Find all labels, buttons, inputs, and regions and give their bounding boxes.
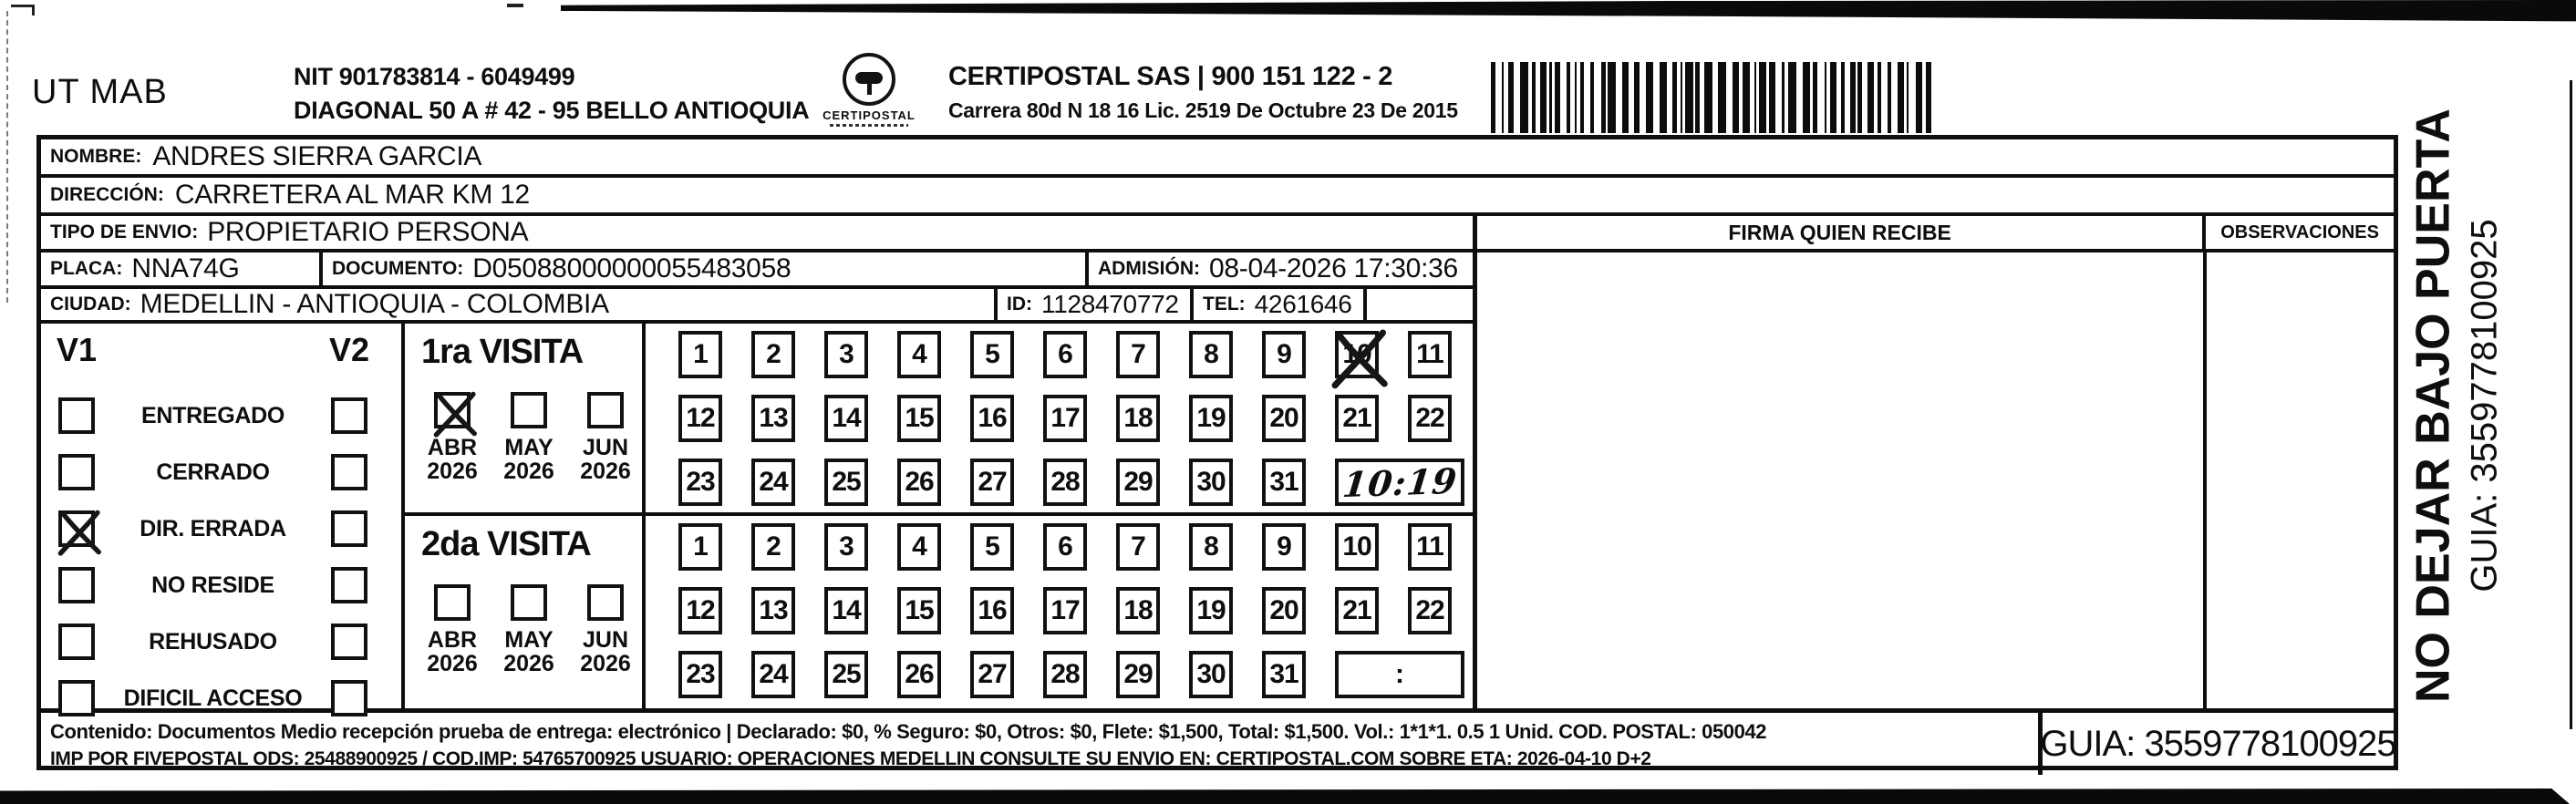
admision-label: ADMISIÓN: — [1098, 258, 1200, 279]
barcode-bar — [1769, 62, 1775, 133]
day-row — [678, 523, 1473, 571]
status-label-rehusado: REHUSADO — [149, 628, 277, 655]
day-box-8[interactable]: 8 — [1189, 523, 1233, 571]
barcode-bar — [1907, 62, 1909, 133]
day-box-19[interactable]: 19 — [1189, 395, 1233, 442]
day-box-15[interactable]: 15 — [897, 587, 941, 634]
day-box-11[interactable]: 11 — [1408, 523, 1452, 571]
barcode-bar — [1555, 62, 1560, 133]
side-note — [2405, 87, 2556, 725]
day-box-25[interactable]: 25 — [824, 459, 868, 506]
barcode-bar — [1575, 62, 1577, 133]
day-box-10[interactable]: 10 — [1335, 523, 1379, 571]
sender-nit: NIT 901783814 - 6049499 — [294, 63, 575, 90]
status-panel — [41, 324, 401, 711]
barcode-bar — [1502, 62, 1504, 133]
certipostal-logo-text: CERTIPOSTAL — [822, 108, 916, 122]
day-box-26[interactable]: 26 — [897, 459, 941, 506]
placa-label: PLACA: — [50, 258, 123, 279]
month-year: 2026 — [580, 459, 631, 484]
barcode-bar — [1567, 62, 1570, 133]
scan-artifact-right-edge — [2570, 80, 2572, 729]
day-box-23[interactable]: 23 — [678, 459, 722, 506]
barcode-bar — [1743, 62, 1750, 133]
waybill-form — [36, 135, 2398, 770]
form-body — [41, 216, 2394, 711]
barcode-bar — [1878, 62, 1881, 133]
barcode-bar — [1788, 62, 1796, 133]
visit-time-box[interactable] — [1335, 459, 1464, 506]
v1-checkbox-cerrado[interactable] — [58, 454, 95, 490]
day-box-22[interactable]: 22 — [1408, 587, 1452, 634]
day-box-1[interactable]: 1 — [678, 331, 722, 378]
day-box-12[interactable]: 12 — [678, 587, 722, 634]
month-year: 2026 — [427, 459, 478, 484]
day-box-16[interactable]: 16 — [970, 395, 1014, 442]
tipo-envio-value: PROPIETARIO PERSONA — [207, 217, 529, 247]
month-checkbox-may-2026[interactable] — [511, 392, 547, 428]
documento-label: DOCUMENTO: — [332, 258, 464, 279]
day-box-7[interactable]: 7 — [1116, 331, 1160, 378]
scan-artifact-bottom — [0, 789, 2570, 804]
day-box-15[interactable]: 15 — [897, 395, 941, 442]
status-cell — [56, 387, 98, 444]
day-box-3[interactable]: 3 — [824, 331, 868, 378]
barcode-bar — [1825, 62, 1826, 133]
status-cell — [328, 444, 370, 500]
day-box-30[interactable]: 30 — [1189, 651, 1233, 698]
barcode-bar — [1916, 62, 1922, 133]
direccion-label: DIRECCIÓN: — [50, 184, 164, 205]
v1-checkbox-entregado[interactable] — [58, 397, 95, 434]
v2-checkbox-cerrado[interactable] — [331, 454, 367, 490]
footer-text — [41, 713, 2038, 775]
company-name: CERTIPOSTAL SAS | 900 151 122 - 2 — [948, 62, 1393, 91]
barcode-bar — [1540, 62, 1547, 133]
second-visit-title: 2da VISITA — [421, 525, 591, 563]
barcode-bar — [1508, 62, 1514, 133]
signature-header-row — [1477, 216, 2394, 253]
status-cell — [328, 387, 370, 444]
day-box-24[interactable]: 24 — [751, 459, 795, 506]
day-box-1[interactable]: 1 — [678, 523, 722, 571]
barcode-bar — [1704, 62, 1712, 133]
barcode-bar — [1813, 62, 1817, 133]
first-visit-months — [421, 392, 642, 483]
month-label: ABR — [427, 435, 478, 460]
sender-nit-block — [294, 60, 809, 128]
side-note-rotated — [2405, 87, 2556, 725]
day-box-21[interactable]: 21 — [1335, 587, 1379, 634]
status-cell — [328, 557, 370, 613]
form-left-column — [41, 216, 1473, 711]
barcode-bar — [1850, 62, 1856, 133]
day-box-19[interactable]: 19 — [1189, 587, 1233, 634]
barcode-bar — [1590, 62, 1594, 133]
handwritten-x-mark — [56, 508, 105, 557]
v1-checkbox-rehusado[interactable] — [58, 624, 95, 660]
barcode-bar — [1759, 62, 1766, 133]
certipostal-logo-icon — [843, 53, 895, 106]
day-box-30[interactable]: 30 — [1189, 459, 1233, 506]
second-visit-months — [421, 584, 642, 675]
visit-time-value: : — [1395, 659, 1404, 689]
v1-checkbox-dir-errada[interactable] — [58, 510, 95, 547]
first-visit-section — [405, 324, 1473, 516]
handwritten-x-mark — [1329, 326, 1392, 390]
firma-header: FIRMA QUIEN RECIBE — [1728, 220, 1951, 244]
day-grid — [642, 324, 1473, 512]
side-guia-number: GUIA: 3559778100925 — [2464, 219, 2504, 593]
ciudad-label: CIUDAD: — [50, 294, 131, 314]
barcode-bar — [1888, 62, 1891, 133]
day-row — [678, 459, 1473, 506]
day-row — [678, 331, 1473, 378]
handwritten-x-mark — [431, 389, 481, 438]
day-box-11[interactable]: 11 — [1408, 331, 1452, 378]
observaciones-divider — [2203, 253, 2207, 708]
footer-imp-line: IMP POR FIVEPOSTAL ODS: 25488900925 / COD.IMP: 54765700925 USUARIO: OPERACIONES MEDELLIN CONSULTE SU ENVIO EN: CERTIPOSTAL.COM SOBRE ETA: 2026-04-10 D+2 — [50, 748, 1651, 769]
month-year: 2026 — [427, 651, 478, 676]
barcode-bar — [1491, 62, 1495, 133]
documento-cell — [319, 253, 1085, 285]
day-box-9[interactable]: 9 — [1262, 331, 1306, 378]
status-cell — [56, 500, 98, 557]
month-label: ABR — [427, 627, 478, 653]
v1-checkbox-no-reside[interactable] — [58, 567, 95, 603]
tipo-envio-label: TIPO DE ENVIO: — [50, 222, 199, 242]
guia-number-box: GUIA: 3559778100925 — [2038, 713, 2394, 775]
day-box-5[interactable]: 5 — [970, 523, 1014, 571]
day-box-12[interactable]: 12 — [678, 395, 722, 442]
visits-area — [401, 324, 1473, 708]
id-value: 1128470772 — [1041, 290, 1179, 318]
visit-time-box[interactable] — [1335, 651, 1464, 698]
day-box-14[interactable]: 14 — [824, 395, 868, 442]
status-label-dificil-acceso: DIFICIL ACCESO — [123, 685, 303, 711]
placa-cell — [41, 253, 319, 285]
v2-checkbox-entregado[interactable] — [331, 397, 367, 434]
day-box-31[interactable]: 31 — [1262, 651, 1306, 698]
day-box-16[interactable]: 16 — [970, 587, 1014, 634]
visit-time-value: 10:19 — [1340, 459, 1460, 505]
admision-cell — [1085, 253, 1473, 285]
day-box-29[interactable]: 29 — [1116, 651, 1160, 698]
day-box-4[interactable]: 4 — [897, 331, 941, 378]
status-cell — [56, 444, 98, 500]
footer-contenido-line: Contenido: Documentos Medio recepción prueba de entrega: electrónico | Declarado: $0, % Seguro: $0, Otros: $0, Flete: $1,500, Total: $1,500. Vol.: 1*1*1. 0.5 1 Unid. COD. POSTAL: 050042 — [50, 720, 1767, 743]
certipostal-logo-tagline — [830, 124, 908, 127]
nombre-value: ANDRES SIERRA GARCIA — [152, 141, 482, 171]
status-cell — [56, 613, 98, 670]
month-checkbox-may-2026[interactable] — [511, 584, 547, 621]
v1-header: V1 — [56, 331, 98, 368]
status-list — [56, 331, 390, 727]
barcode-bar — [1685, 62, 1693, 133]
visit-panel — [405, 324, 642, 512]
barcode-bar — [1857, 62, 1862, 133]
month-cell-may — [500, 584, 558, 675]
tel-cell — [1190, 289, 1363, 320]
day-box-8[interactable]: 8 — [1189, 331, 1233, 378]
day-box-13[interactable]: 13 — [751, 587, 795, 634]
month-checkbox-abr-2026[interactable] — [434, 392, 471, 428]
day-box-27[interactable]: 27 — [970, 459, 1014, 506]
day-box-2[interactable]: 2 — [751, 523, 795, 571]
barcode-bar — [1754, 62, 1756, 133]
barcode-bar — [1733, 62, 1739, 133]
day-box-22[interactable]: 22 — [1408, 395, 1452, 442]
day-grid — [642, 516, 1473, 708]
month-cell-jun — [576, 584, 635, 675]
day-box-3[interactable]: 3 — [824, 523, 868, 571]
tel-value: 4261646 — [1254, 290, 1352, 318]
documento-value: D05088000000055483058 — [472, 253, 791, 283]
day-box-28[interactable]: 28 — [1043, 459, 1087, 506]
day-box-7[interactable]: 7 — [1116, 523, 1160, 571]
header — [0, 0, 2576, 135]
tracking-barcode — [1491, 62, 1947, 133]
v2-checkbox-rehusado[interactable] — [331, 624, 367, 660]
day-box-14[interactable]: 14 — [824, 587, 868, 634]
month-cell-abr — [423, 584, 481, 675]
status-label-cerrado: CERRADO — [156, 459, 270, 485]
month-year: 2026 — [503, 651, 554, 676]
spare-cell — [1363, 289, 1473, 320]
sender-address: DIAGONAL 50 A # 42 - 95 BELLO ANTIOQUIA — [294, 97, 810, 124]
admision-value: 08-04-2026 17:30:36 — [1209, 253, 1458, 283]
barcode-bar — [1782, 62, 1785, 133]
day-box-25[interactable]: 25 — [824, 651, 868, 698]
second-visit-section — [405, 516, 1473, 708]
month-year: 2026 — [580, 651, 631, 676]
v1-checkbox-dificil-acceso[interactable] — [58, 680, 95, 716]
visit-panel — [405, 516, 642, 708]
barcode-bar — [1634, 62, 1640, 133]
day-box-17[interactable]: 17 — [1043, 587, 1087, 634]
id-label: ID: — [1007, 294, 1032, 314]
direccion-row — [41, 178, 2394, 216]
barcode-bar — [1660, 62, 1667, 133]
form-footer — [41, 708, 2394, 775]
month-label: MAY — [504, 435, 553, 460]
day-box-9[interactable]: 9 — [1262, 523, 1306, 571]
barcode-bar — [1672, 62, 1677, 133]
day-box-17[interactable]: 17 — [1043, 395, 1087, 442]
barcode-bar — [1803, 62, 1810, 133]
day-box-6[interactable]: 6 — [1043, 331, 1087, 378]
barcode-bar — [1718, 62, 1726, 133]
day-box-26[interactable]: 26 — [897, 651, 941, 698]
day-row — [678, 395, 1473, 442]
ciudad-cell — [41, 289, 994, 320]
barcode-bar — [1926, 62, 1931, 133]
barcode-bar — [1841, 62, 1845, 133]
barcode-bar — [1695, 62, 1700, 133]
day-box-23[interactable]: 23 — [678, 651, 722, 698]
status-label-dir-errada: DIR. ERRADA — [140, 515, 286, 541]
status-label-no-reside: NO RESIDE — [151, 572, 274, 598]
placa-value: NNA74G — [131, 253, 240, 283]
day-box-31[interactable]: 31 — [1262, 459, 1306, 506]
status-cell — [56, 557, 98, 613]
day-row — [678, 651, 1473, 698]
barcode-bar — [1601, 62, 1606, 133]
nombre-row — [41, 139, 2394, 178]
observaciones-header: OBSERVACIONES — [2202, 216, 2394, 249]
v2-checkbox-no-reside[interactable] — [331, 567, 367, 603]
month-cell-jun — [576, 392, 635, 483]
no-dejar-bajo-puerta-text: NO DEJAR BAJO PUERTA — [2406, 108, 2459, 704]
day-box-10[interactable]: 10 — [1335, 331, 1379, 378]
status-label-entregado: ENTREGADO — [140, 402, 285, 428]
day-box-29[interactable]: 29 — [1116, 459, 1160, 506]
month-checkbox-jun-2026[interactable] — [587, 392, 624, 428]
month-year: 2026 — [503, 459, 554, 484]
day-box-5[interactable]: 5 — [970, 331, 1014, 378]
nombre-label: NOMBRE: — [50, 146, 142, 167]
tipo-envio-row — [41, 216, 1473, 253]
barcode-bar — [1549, 62, 1552, 133]
month-label: MAY — [504, 627, 553, 653]
day-row — [678, 587, 1473, 634]
company-block — [948, 60, 1458, 128]
barcode-bar — [1622, 62, 1629, 133]
tel-label: TEL: — [1203, 294, 1246, 314]
signature-area[interactable] — [1477, 253, 2394, 708]
barcode-bar — [1646, 62, 1653, 133]
barcode-bar — [1608, 62, 1616, 133]
form-right-column — [1473, 216, 2394, 708]
day-box-27[interactable]: 27 — [970, 651, 1014, 698]
barcode-bar — [1898, 62, 1904, 133]
ut-code: UT MAB — [32, 73, 168, 111]
month-cell-may — [500, 392, 558, 483]
barcode-bar — [1580, 62, 1584, 133]
v2-checkbox-dir-errada[interactable] — [331, 510, 367, 547]
day-box-24[interactable]: 24 — [751, 651, 795, 698]
day-box-20[interactable]: 20 — [1262, 395, 1306, 442]
tipo-envio-cell — [41, 216, 1473, 249]
certipostal-logo — [814, 53, 924, 127]
day-box-18[interactable]: 18 — [1116, 587, 1160, 634]
barcode-bar — [1681, 62, 1682, 133]
day-box-6[interactable]: 6 — [1043, 523, 1087, 571]
direccion-value: CARRETERA AL MAR KM 12 — [174, 180, 530, 210]
company-license: Carrera 80d N 18 16 Lic. 2519 De Octubre 23 De 2015 — [948, 98, 1458, 122]
day-box-20[interactable]: 20 — [1262, 587, 1306, 634]
day-box-28[interactable]: 28 — [1043, 651, 1087, 698]
day-box-21[interactable]: 21 — [1335, 395, 1379, 442]
month-checkbox-jun-2026[interactable] — [587, 584, 624, 621]
status-header-spacer — [110, 331, 316, 387]
day-box-18[interactable]: 18 — [1116, 395, 1160, 442]
barcode-bar — [1867, 62, 1874, 133]
month-label: JUN — [582, 627, 628, 653]
ciudad-id-tel-row — [41, 289, 1473, 324]
day-box-4[interactable]: 4 — [897, 523, 941, 571]
first-visit-title: 1ra VISITA — [421, 333, 584, 371]
id-cell — [994, 289, 1190, 320]
v2-checkbox-dificil-acceso[interactable] — [331, 680, 367, 716]
month-label: JUN — [582, 435, 628, 460]
barcode-bar — [1520, 62, 1528, 133]
v2-header: V2 — [328, 331, 370, 368]
day-box-2[interactable]: 2 — [751, 331, 795, 378]
status-cell — [328, 500, 370, 557]
delivery-status-area — [41, 324, 1473, 711]
barcode-bar — [1532, 62, 1536, 133]
placa-documento-row — [41, 253, 1473, 289]
ciudad-value: MEDELLIN - ANTIOQUIA - COLOMBIA — [140, 289, 609, 319]
month-checkbox-abr-2026[interactable] — [434, 584, 471, 621]
status-cell — [328, 613, 370, 670]
month-cell-abr — [423, 392, 481, 483]
barcode-bar — [1830, 62, 1836, 133]
day-box-13[interactable]: 13 — [751, 395, 795, 442]
